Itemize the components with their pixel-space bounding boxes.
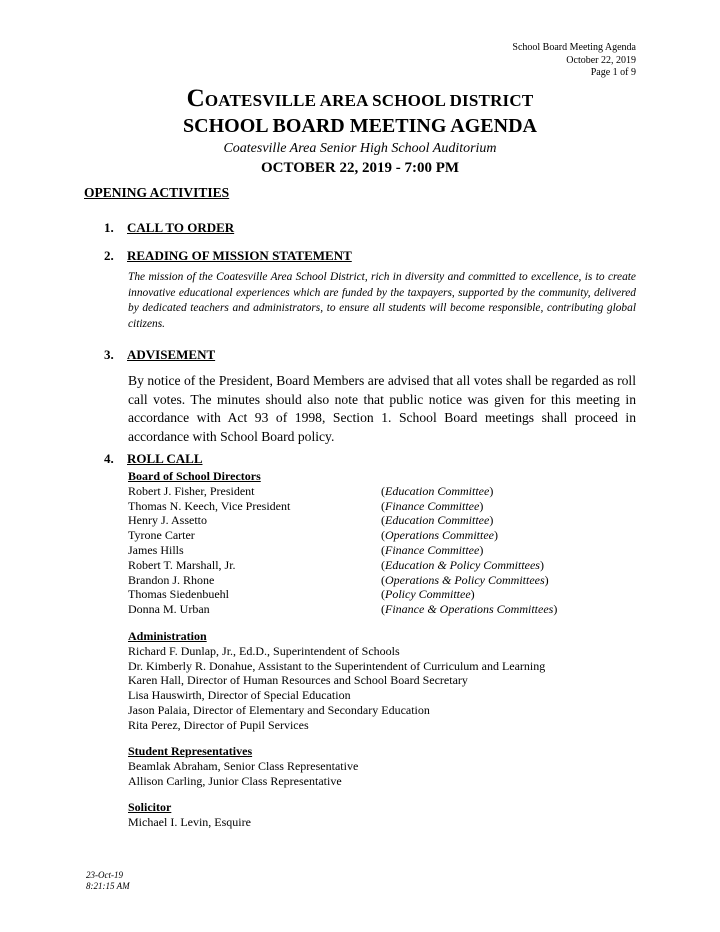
header-page-number: Page 1 of 9 bbox=[590, 67, 636, 78]
list-item: Karen Hall, Director of Human Resources and School Board Secretary bbox=[128, 673, 468, 688]
board-member-row: Henry J. Assetto (Education Committee) bbox=[128, 513, 494, 528]
footer-date: 23-Oct-19 bbox=[86, 870, 123, 880]
advisement-text: By notice of the President, Board Members are advised that all votes shall be regarded as roll call votes. The minutes should also note that public notice was given for this meeting in accordance with Act 93 of 1998, Section 1. School Board meetings shall proceed in accordance with School Board policy. bbox=[128, 373, 636, 444]
board-heading: Board of School Directors bbox=[128, 469, 261, 483]
page-header bbox=[512, 42, 636, 80]
list-item: Rita Perez, Director of Pupil Services bbox=[128, 717, 309, 732]
solicitor-heading: Solicitor bbox=[128, 800, 172, 814]
list-item: Beamlak Abraham, Senior Class Representative bbox=[128, 758, 359, 773]
board-member-row: Robert T. Marshall, Jr. (Education & Policy Committees) bbox=[128, 557, 544, 572]
list-item: Dr. Kimberly R. Donahue, Assistant to the Superintendent of Curriculum and Learning bbox=[128, 658, 546, 673]
title-block bbox=[0, 87, 720, 178]
agenda-item-advisement: 3. ADVISEMENT bbox=[104, 347, 216, 362]
board-member-row: James Hills (Finance Committee) bbox=[128, 542, 484, 557]
meeting-datetime: OCTOBER 22, 2019 - 7:00 PM bbox=[260, 160, 460, 176]
student-representatives-heading: Student Representatives bbox=[128, 744, 253, 758]
header-doc-title: School Board Meeting Agenda bbox=[512, 42, 636, 53]
agenda-item-roll-call: 4. ROLL CALL bbox=[104, 451, 203, 466]
list-item: Allison Carling, Junior Class Representative bbox=[128, 773, 342, 788]
board-roster bbox=[128, 469, 557, 617]
section-heading-opening-activities: OPENING ACTIVITIES bbox=[84, 185, 230, 200]
list-item: Michael I. Levin, Esquire bbox=[128, 814, 251, 829]
board-member-row: Robert J. Fisher, President (Education Committee) bbox=[128, 483, 494, 498]
list-item: Jason Palaia, Director of Elementary and Secondary Education bbox=[128, 702, 430, 717]
board-member-row: Brandon J. Rhone (Operations & Policy Committees) bbox=[128, 572, 549, 587]
list-item: Richard F. Dunlap, Jr., Ed.D., Superintendent of Schools bbox=[128, 643, 400, 658]
board-member-row: Tyrone Carter (Operations Committee) bbox=[128, 528, 498, 543]
header-date: October 22, 2019 bbox=[566, 54, 636, 66]
agenda-item-call-to-order: 1. CALL TO ORDER bbox=[104, 220, 235, 235]
board-member-row: Donna M. Urban (Finance & Operations Committees) bbox=[128, 602, 558, 617]
administration-heading: Administration bbox=[128, 629, 207, 643]
solicitor-list bbox=[128, 800, 251, 830]
mission-statement-text: The mission of the Coatesville Area School District, rich in diversity and committed to excellence, is to create innovative educational experiences which are funded by the taxpayers, supported by the community, delivered by dedicated teachers and administrators, to ensure all students will become responsible, contributing global citizens. bbox=[128, 271, 636, 330]
district-name: COATESVILLE AREA SCHOOL DISTRICT bbox=[186, 85, 534, 112]
student-representatives-list bbox=[128, 744, 358, 788]
board-member-row: Thomas Siedenbuehl (Policy Committee) bbox=[128, 587, 475, 602]
footer-time: 8:21:15 AM bbox=[86, 881, 130, 891]
page-footer bbox=[86, 870, 130, 892]
agenda-item-mission-statement: 2. READING OF MISSION STATEMENT bbox=[104, 248, 352, 263]
board-member-row: Thomas N. Keech, Vice President (Finance Committee) bbox=[128, 498, 484, 513]
administration-list bbox=[128, 629, 545, 733]
meeting-location: Coatesville Area Senior High School Auditorium bbox=[223, 141, 497, 156]
list-item: Lisa Hauswirth, Director of Special Education bbox=[128, 688, 351, 703]
page-title: SCHOOL BOARD MEETING AGENDA bbox=[183, 115, 537, 137]
